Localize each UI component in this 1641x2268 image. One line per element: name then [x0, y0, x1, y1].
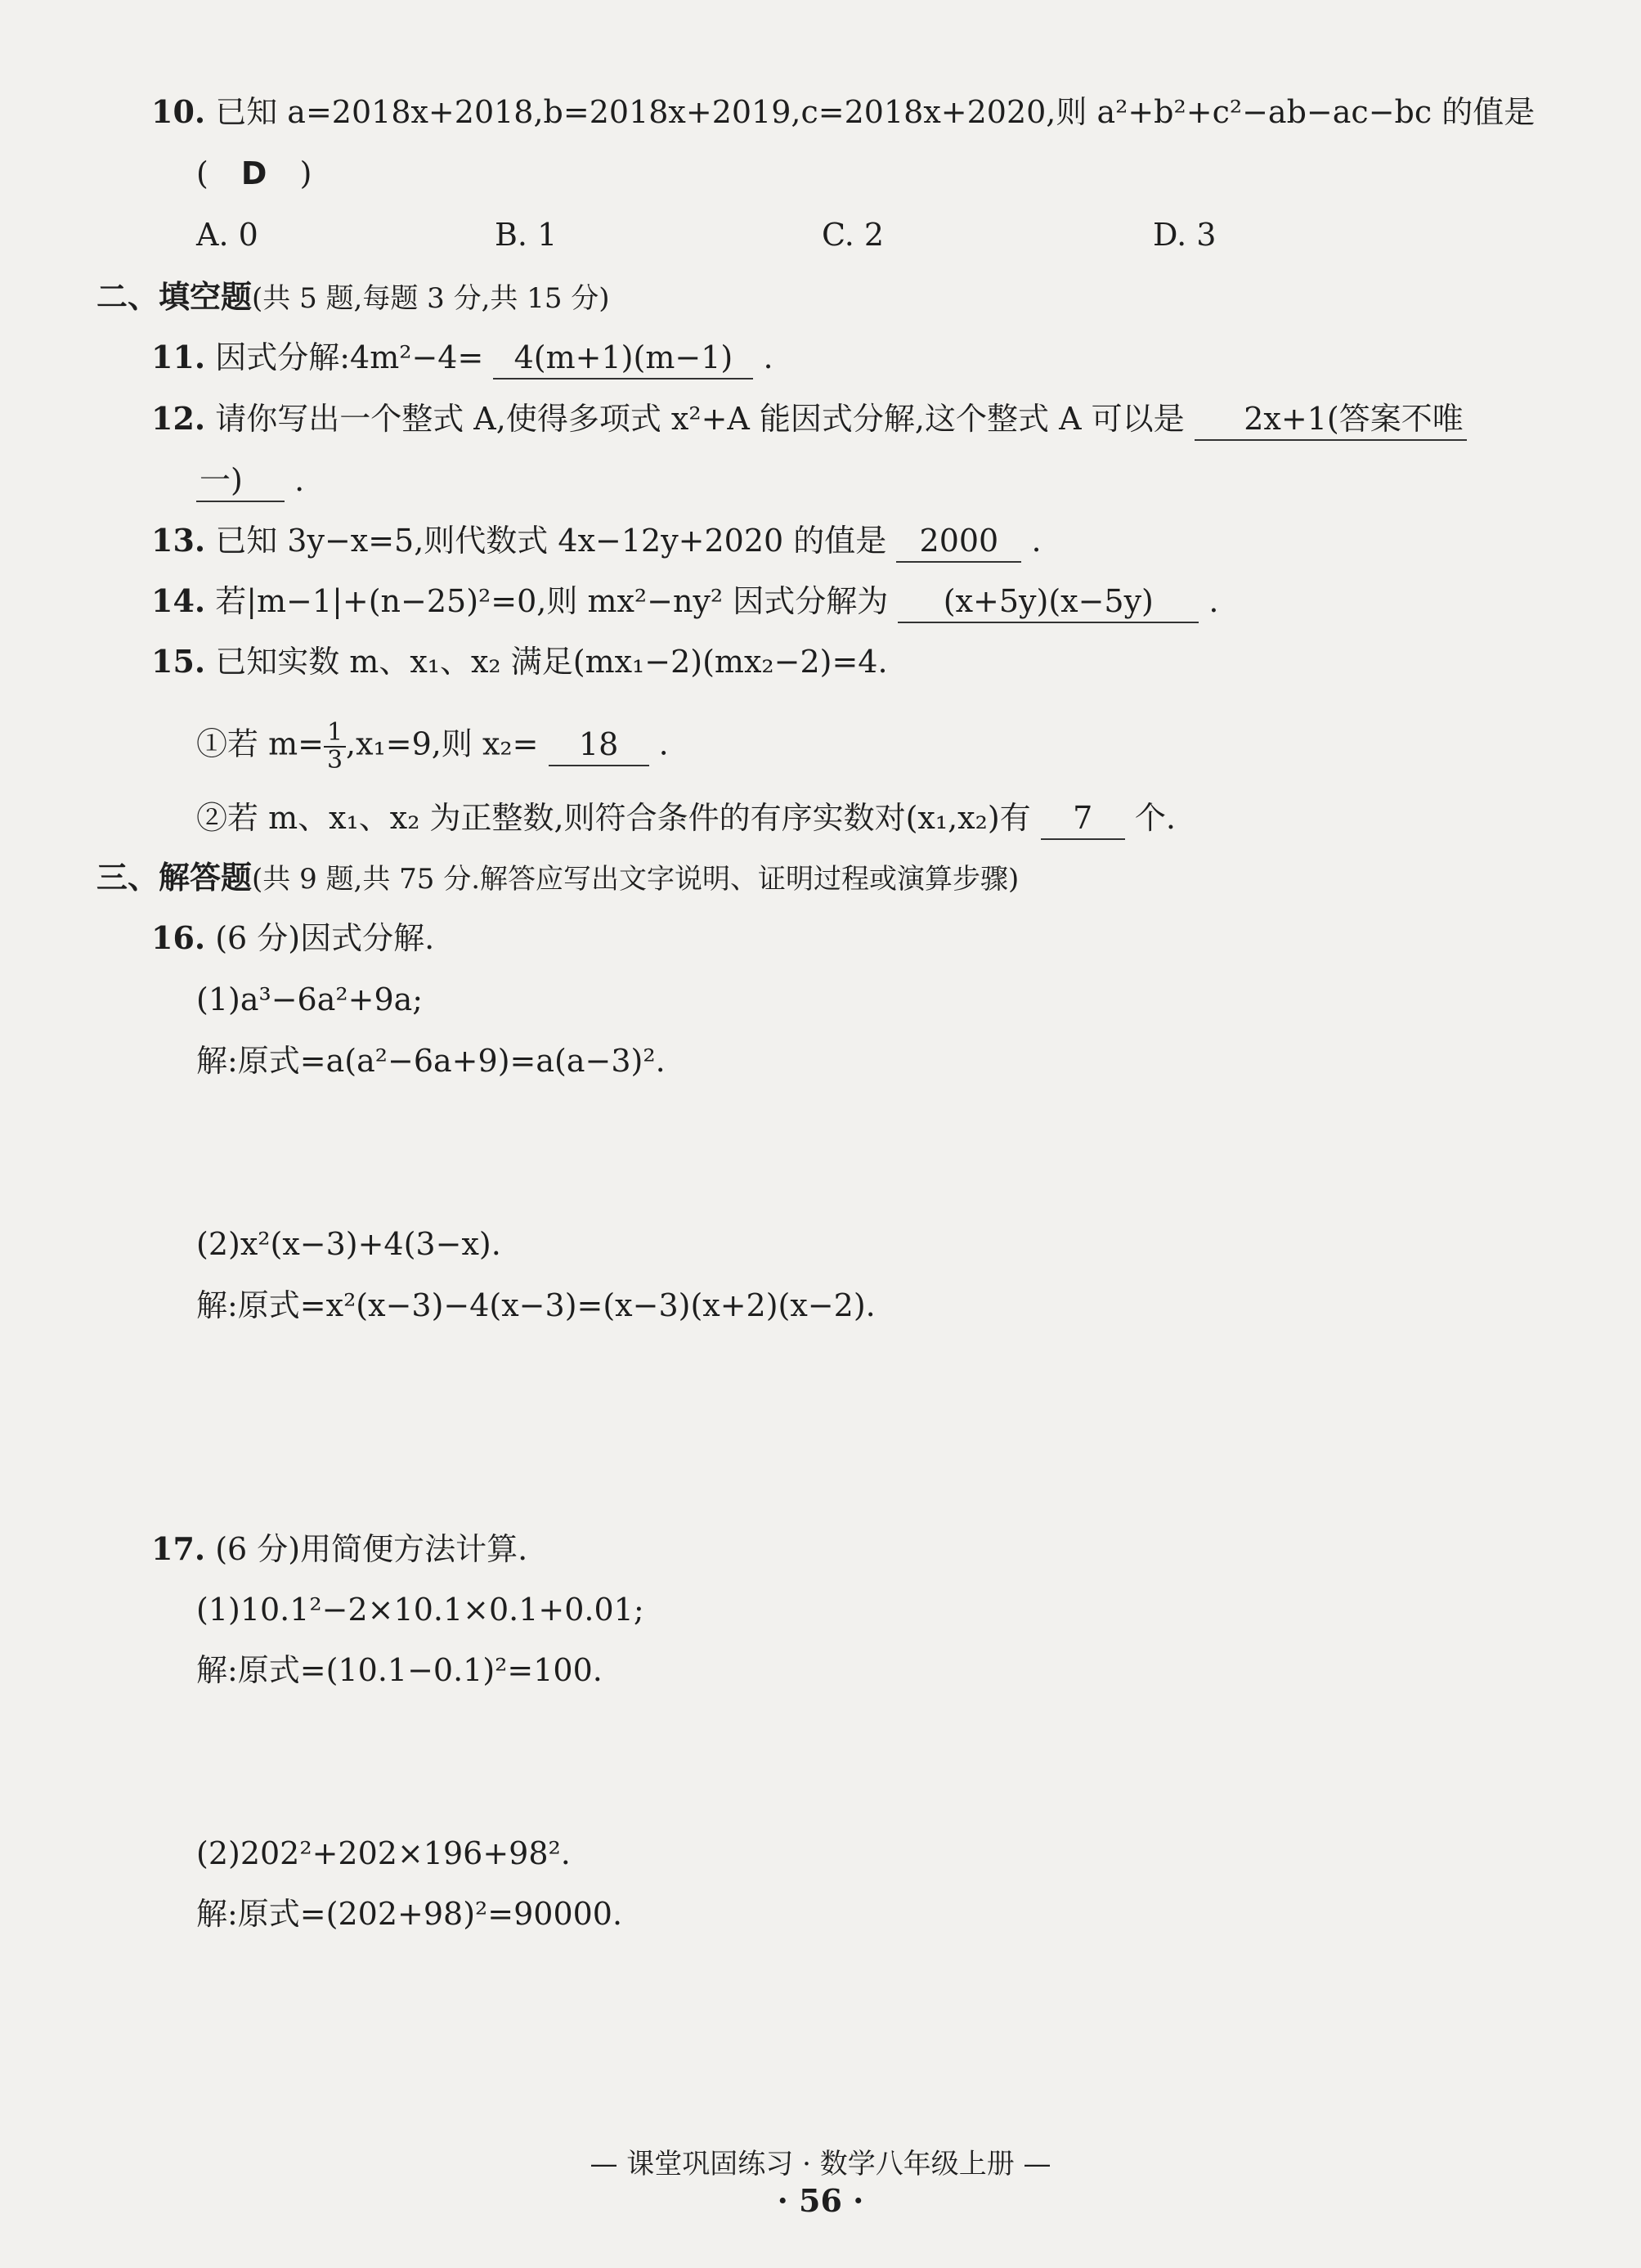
question-number: 12. — [151, 400, 206, 437]
question-number: 10. — [151, 93, 206, 130]
answer-blank: 2x+1(答案不唯 — [1195, 398, 1467, 441]
choice-b: B. 1 — [495, 217, 558, 253]
q17-solution-2: 解:原式=(202+98)²=90000. — [196, 1896, 623, 1932]
fraction-denominator: 3 — [326, 746, 343, 775]
question-10-answer — [196, 153, 312, 194]
question-text: 因式分解:4m²−4= — [215, 339, 484, 375]
q16-solution-1: 解:原式=a(a²−6a+9)=a(a−3)². — [196, 1043, 666, 1079]
answer-blank: 4(m+1)(m−1) — [493, 337, 753, 379]
question-number: 15. — [151, 643, 206, 680]
answer-blank-cont: 一) — [196, 460, 285, 502]
part-text: ②若 m、x₁、x₂ 为正整数,则符合条件的有序实数对(x₁,x₂)有 — [196, 800, 1031, 836]
question-16 — [151, 918, 434, 959]
question-number: 14. — [151, 582, 206, 619]
question-11 — [151, 337, 773, 379]
fraction — [324, 720, 346, 774]
question-text: 请你写出一个整式 A,使得多项式 x²+A 能因式分解,这个整式 A 可以是 — [215, 401, 1185, 437]
question-text: 已知 3y−x=5,则代数式 4x−12y+2020 的值是 — [215, 523, 887, 559]
choice-c: C. 2 — [822, 217, 885, 253]
book-title-footer: — 课堂巩固练习 · 数学八年级上册 — — [590, 2148, 1051, 2180]
section-note: (共 5 题,每题 3 分,共 15 分) — [252, 282, 610, 315]
question-12-cont — [196, 460, 304, 502]
question-15-part-2 — [196, 797, 1176, 840]
period: . — [294, 462, 305, 498]
answer-blank: 2000 — [896, 520, 1021, 563]
question-13 — [151, 520, 1042, 563]
question-text: 若|m−1|+(n−25)²=0,则 mx²−ny² 因式分解为 — [215, 583, 889, 619]
part-text-post: ,x₁=9,则 x₂= — [346, 725, 539, 762]
question-15-part-1 — [196, 720, 669, 774]
paren-open: ( — [196, 155, 208, 191]
period: . — [1031, 523, 1042, 559]
period: . — [658, 725, 669, 762]
question-number: 13. — [151, 522, 206, 559]
question-number: 16. — [151, 919, 206, 956]
q17-part-2: (2)202²+202×196+98². — [196, 1835, 571, 1871]
page-number: · 56 · — [777, 2182, 864, 2219]
question-17 — [151, 1529, 527, 1570]
q16-solution-2: 解:原式=x²(x−3)−4(x−3)=(x−3)(x+2)(x−2). — [196, 1287, 876, 1323]
choice-d: D. 3 — [1153, 217, 1217, 253]
fraction-numerator: 1 — [324, 720, 346, 748]
section-3-heading — [96, 857, 1019, 900]
q17-part-1: (1)10.1²−2×10.1×0.1+0.01; — [196, 1592, 644, 1628]
question-text: 已知实数 m、x₁、x₂ 满足(mx₁−2)(mx₂−2)=4. — [215, 644, 888, 680]
question-12 — [151, 398, 1467, 441]
answer-blank: 18 — [549, 724, 649, 766]
section-note: (共 9 题,共 75 分.解答应写出文字说明、证明过程或演算步骤) — [252, 863, 1020, 896]
answer-letter: D — [240, 155, 267, 191]
q17-solution-1: 解:原式=(10.1−0.1)²=100. — [196, 1652, 603, 1688]
period: . — [763, 339, 773, 375]
question-number: 11. — [151, 339, 206, 375]
choice-a: A. 0 — [196, 217, 258, 253]
paren-close: ) — [299, 155, 312, 191]
answer-blank: (x+5y)(x−5y) — [898, 581, 1199, 623]
section-2-heading — [96, 276, 610, 319]
question-text: (6 分)用简便方法计算. — [215, 1531, 528, 1567]
q16-part-2: (2)x²(x−3)+4(3−x). — [196, 1226, 501, 1262]
section-title: 二、填空题 — [96, 278, 253, 315]
question-15 — [151, 641, 888, 682]
part-text: ①若 m= — [196, 725, 324, 762]
section-title: 三、解答题 — [96, 859, 253, 896]
unit: 个. — [1134, 800, 1176, 836]
answer-blank: 7 — [1041, 797, 1125, 840]
q16-part-1: (1)a³−6a²+9a; — [196, 981, 424, 1017]
question-number: 17. — [151, 1530, 206, 1567]
question-10 — [151, 92, 1535, 132]
question-14 — [151, 581, 1219, 623]
question-text: 已知 a=2018x+2018,b=2018x+2019,c=2018x+2020,则 a²+b²+c²−ab−ac−bc 的值是 — [215, 94, 1536, 130]
period: . — [1208, 583, 1219, 619]
question-text: (6 分)因式分解. — [215, 920, 435, 956]
